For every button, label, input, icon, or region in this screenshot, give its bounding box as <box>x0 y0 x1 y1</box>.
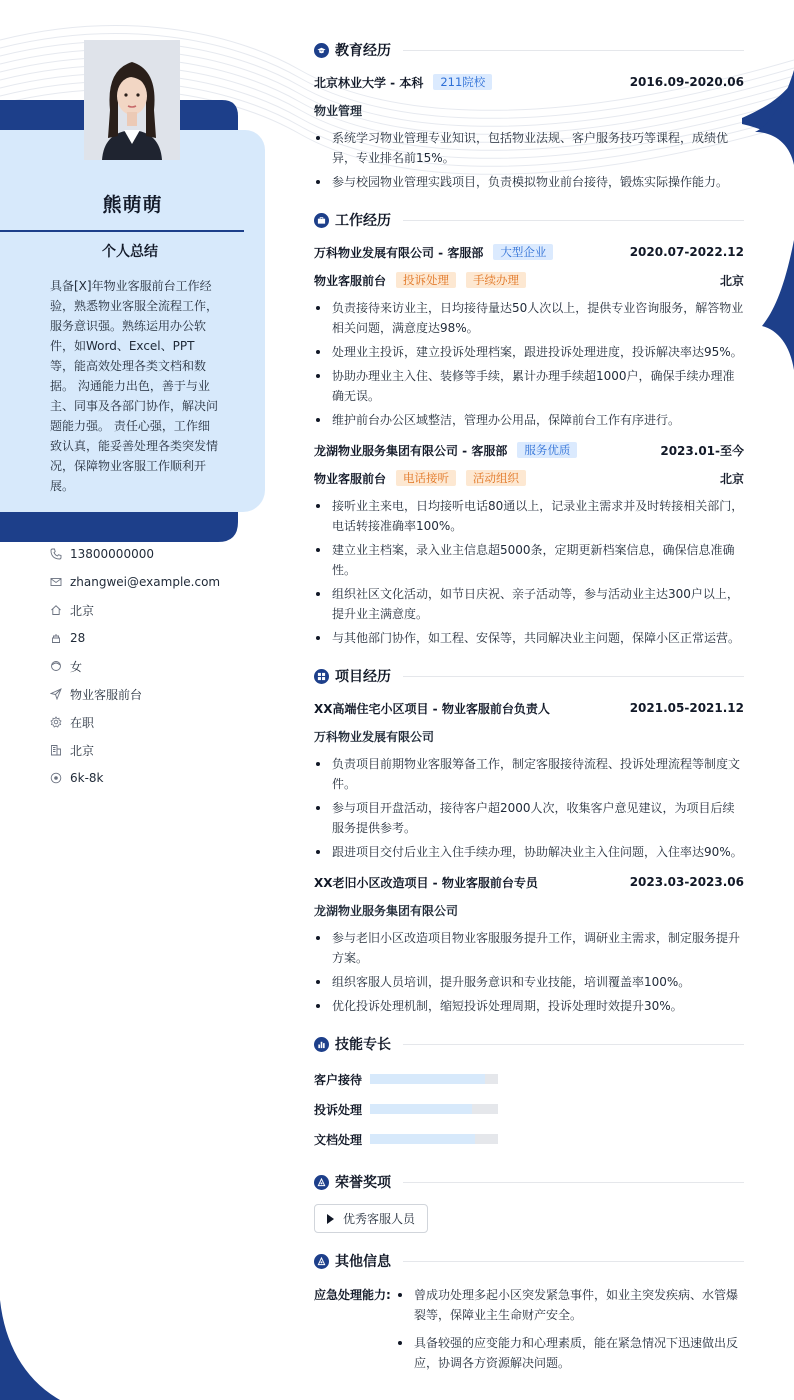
job-header-row <box>314 438 744 462</box>
skills-grid <box>314 1064 744 1154</box>
info-value: 女 <box>70 659 83 674</box>
project-bullets <box>314 754 744 862</box>
list-item: 与其他部门协作，如工程、安保等，共同解决业主问题，保障小区正常运营。 <box>314 628 744 648</box>
job-role-row <box>314 466 744 490</box>
company-tag: 大型企业 <box>493 244 553 260</box>
info-icon <box>314 1254 329 1269</box>
job-bullets <box>314 298 744 430</box>
skill-bar-fill <box>370 1074 485 1084</box>
section-title: 技能专长 <box>335 1037 391 1053</box>
other-info-row <box>314 1281 744 1377</box>
project-org: 龙湖物业服务集团有限公司 <box>314 903 459 918</box>
education-bullets <box>314 128 744 192</box>
send-icon <box>50 688 62 700</box>
age-icon <box>50 632 62 644</box>
list-item: 参与校园物业管理实践项目，负责模拟物业前台接待，锻炼实际操作能力。 <box>314 172 744 192</box>
list-item: 处理业主投诉，建立投诉处理档案，跟进投诉处理进度，投诉解决率达95%。 <box>314 342 744 362</box>
job-date: 2020.07-2022.12 <box>629 245 744 259</box>
award-icon <box>314 1175 329 1190</box>
skills-section <box>314 1030 744 1154</box>
summary-title: 个人总结 <box>102 244 158 260</box>
info-position <box>50 680 220 708</box>
job-header-row <box>314 240 744 264</box>
list-item: 跟进项目交付后业主入住手续办理，协助解决业主入住问题，入住率达90%。 <box>314 842 744 862</box>
section-header <box>314 1168 744 1196</box>
company-name: 龙湖物业服务集团有限公司 - 客服部 <box>314 443 508 458</box>
info-gender <box>50 652 220 680</box>
skill-tag: 手续办理 <box>466 272 526 288</box>
list-item: 参与项目开盘活动，接待客户超2000人次，收集客户意见建议，为项目后续服务提供参考。 <box>314 798 744 838</box>
skill-item <box>314 1094 535 1124</box>
project-org-row <box>314 724 744 748</box>
section-header <box>314 662 744 690</box>
job-role-row <box>314 268 744 292</box>
section-divider <box>403 676 744 677</box>
list-item: 参与老旧小区改造项目物业客服服务提升工作，调研业主需求，制定服务提升方案。 <box>314 928 744 968</box>
list-item: 建立业主档案，录入业主信息超5000条，定期更新档案信息，确保信息准确性。 <box>314 540 744 580</box>
info-value: 物业客服前台 <box>70 687 143 702</box>
section-title: 荣誉奖项 <box>335 1175 391 1191</box>
skill-name: 文档处理 <box>314 1132 363 1147</box>
skill-bar-fill <box>370 1104 472 1114</box>
award-chip[interactable] <box>314 1204 428 1233</box>
job-role: 物业客服前台 <box>314 471 387 486</box>
school-name: 北京林业大学 - 本科 <box>314 75 424 90</box>
school-tag: 211院校 <box>433 74 492 90</box>
education-date: 2016.09-2020.06 <box>629 75 744 89</box>
section-divider <box>403 1044 744 1045</box>
section-header <box>314 1030 744 1058</box>
major-row <box>314 98 744 122</box>
project-header-row <box>314 696 744 720</box>
info-location <box>50 596 220 624</box>
info-email <box>50 568 220 596</box>
info-salary <box>50 764 220 792</box>
grid-icon <box>314 669 329 684</box>
section-header <box>314 36 744 64</box>
list-item: 组织社区文化活动，如节日庆祝、亲子活动等，参与活动业主达300户以上，提升业主满意度。 <box>314 584 744 624</box>
briefcase-icon <box>314 213 329 228</box>
section-divider <box>403 50 744 51</box>
skill-bar-fill <box>370 1134 475 1144</box>
section-divider <box>403 220 744 221</box>
education-section <box>314 36 744 192</box>
settings-icon <box>50 716 62 728</box>
section-divider <box>403 1261 744 1262</box>
skill-item <box>314 1124 535 1154</box>
education-header-row <box>314 70 744 94</box>
skill-name: 投诉处理 <box>314 1102 363 1117</box>
job-city: 北京 <box>719 273 744 288</box>
job-entry <box>314 438 744 648</box>
skill-bar <box>370 1134 498 1144</box>
job-bullets <box>314 496 744 648</box>
play-icon <box>327 1214 334 1224</box>
project-entry <box>314 870 744 1016</box>
project-org-row <box>314 898 744 922</box>
gender-icon <box>50 660 62 672</box>
phone-icon <box>50 548 62 560</box>
graduation-cap-icon <box>314 43 329 58</box>
projects-section <box>314 662 744 1016</box>
project-bullets <box>314 928 744 1016</box>
skill-bar <box>370 1104 498 1114</box>
building-icon <box>50 744 62 756</box>
project-header-row <box>314 870 744 894</box>
job-date: 2023.01-至今 <box>660 443 744 458</box>
project-date: 2021.05-2021.12 <box>629 701 744 715</box>
list-item: 接听业主来电，日均接听电话80通以上，记录业主需求并及时转接相关部门，电话转接准确率100%。 <box>314 496 744 536</box>
section-title: 教育经历 <box>335 43 391 59</box>
award-label: 优秀客服人员 <box>343 1212 416 1226</box>
list-item: 负责接待来访业主，日均接待量达50人次以上，提供专业咨询服务，解答物业相关问题，满意度达98%。 <box>314 298 744 338</box>
info-value: 北京 <box>70 743 95 758</box>
info-value: 在职 <box>70 715 95 730</box>
job-city: 北京 <box>719 471 744 486</box>
project-name: XX老旧小区改造项目 - 物业客服前台专员 <box>314 875 538 890</box>
name-divider <box>0 230 244 232</box>
main-content <box>314 36 744 1391</box>
project-entry <box>314 696 744 862</box>
info-value: 13800000000 <box>70 547 154 561</box>
job-role: 物业客服前台 <box>314 273 387 288</box>
section-divider <box>403 1182 744 1183</box>
avatar <box>84 40 180 160</box>
summary-text: 具备[X]年物业客服前台工作经验，熟悉物业客服全流程工作，服务意识强。熟练运用办公软件，如Word、Excel、PPT等，能高效处理各类文档和数据。 沟通能力出色，善于与业主、同事及各部门协作，解决问题能力强。 责任心强，工作细致认真，能妥善处理各类突发情况，保障物业客服工作顺利开展。 <box>50 279 219 493</box>
major: 物业管理 <box>314 103 363 118</box>
info-status <box>50 708 220 736</box>
skill-tag: 电话接听 <box>396 470 456 486</box>
project-date: 2023.03-2023.06 <box>629 875 744 889</box>
section-title: 其他信息 <box>335 1254 391 1270</box>
company-tag: 服务优质 <box>517 442 577 458</box>
list-item: 组织客服人员培训，提升服务意识和专业技能，培训覆盖率100%。 <box>314 972 744 992</box>
section-header <box>314 1247 744 1275</box>
mail-icon <box>50 576 62 588</box>
section-title: 项目经历 <box>335 669 391 685</box>
project-name: XX高端住宅小区项目 - 物业客服前台负责人 <box>314 701 550 716</box>
list-item: 协助办理业主入住、装修等手续，累计办理手续超1000户，确保手续办理准确无误。 <box>314 366 744 406</box>
work-section <box>314 206 744 648</box>
info-phone <box>50 540 220 568</box>
info-age <box>50 624 220 652</box>
other-label: 应急处理能力: <box>314 1288 391 1302</box>
education-entry <box>314 70 744 192</box>
bar-chart-icon <box>314 1037 329 1052</box>
skill-item <box>314 1064 535 1094</box>
list-item: 具备较强的应变能力和心理素质，能在紧急情况下迅速做出反应，协调各方资源解决问题。 <box>396 1329 744 1373</box>
section-header <box>314 206 744 234</box>
list-item: 曾成功处理多起小区突发紧急事件，如业主突发疾病、水管爆裂等，保障业主生命财产安全。 <box>396 1281 744 1325</box>
job-entry <box>314 240 744 430</box>
salary-icon <box>50 772 62 784</box>
info-value: zhangwei@example.com <box>70 575 221 589</box>
contact-info-list <box>50 540 220 792</box>
section-title: 工作经历 <box>335 213 391 229</box>
candidate-name: 熊萌萌 <box>102 194 163 216</box>
skill-name: 客户接待 <box>314 1072 363 1087</box>
list-item: 系统学习物业管理专业知识，包括物业法规、客户服务技巧等课程，成绩优异，专业排名前15%。 <box>314 128 744 168</box>
list-item: 负责项目前期物业客服筹备工作，制定客服接待流程、投诉处理流程等制度文件。 <box>314 754 744 794</box>
info-value: 6k-8k <box>70 771 104 785</box>
company-name: 万科物业发展有限公司 - 客服部 <box>314 245 484 260</box>
skill-bar <box>370 1074 498 1084</box>
home-icon <box>50 604 62 616</box>
other-bullets <box>396 1281 744 1377</box>
info-value: 北京 <box>70 603 95 618</box>
info-city <box>50 736 220 764</box>
other-section <box>314 1247 744 1377</box>
project-org: 万科物业发展有限公司 <box>314 729 435 744</box>
skill-tag: 投诉处理 <box>396 272 456 288</box>
skill-tag: 活动组织 <box>466 470 526 486</box>
awards-section <box>314 1168 744 1233</box>
list-item: 维护前台办公区域整洁，管理办公用品，保障前台工作有序进行。 <box>314 410 744 430</box>
info-value: 28 <box>70 631 86 645</box>
list-item: 优化投诉处理机制，缩短投诉处理周期，投诉处理时效提升30%。 <box>314 996 744 1016</box>
